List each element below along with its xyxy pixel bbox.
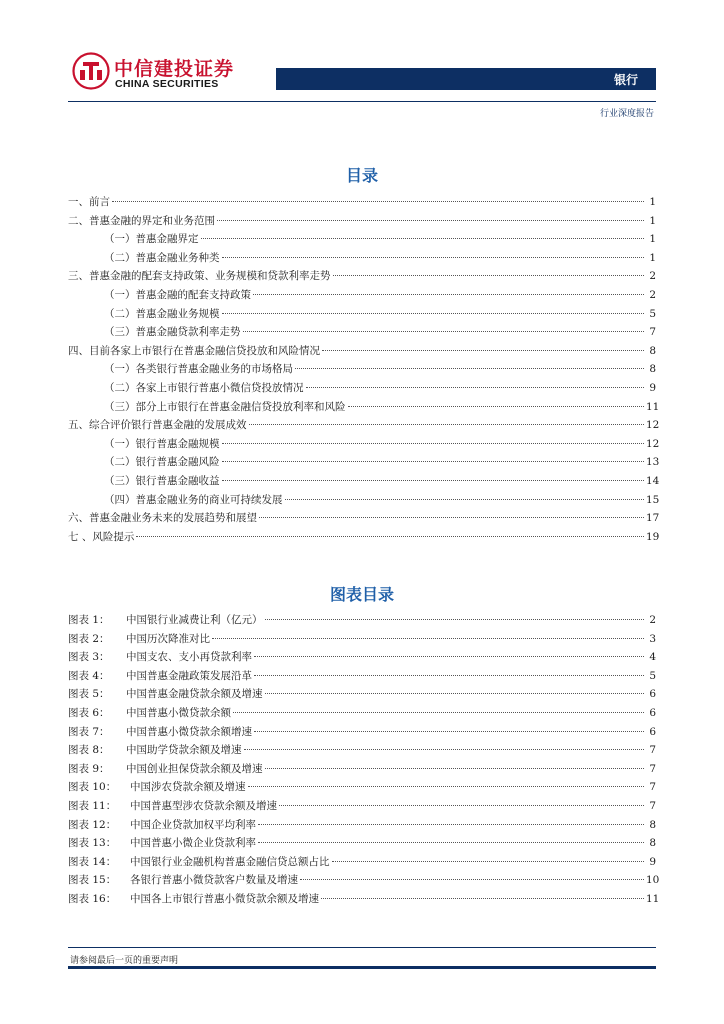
figure-number: 图表 12：: [68, 818, 117, 831]
figure-entry[interactable]: [68, 798, 656, 817]
toc-entry-label: （一）各类银行普惠金融业务的市场格局: [104, 363, 293, 376]
toc-entry-page: 2: [649, 288, 656, 301]
figure-number: 图表 8：: [68, 744, 110, 757]
figure-label: 中国银行业减费让利（亿元）: [126, 614, 263, 626]
figure-entry[interactable]: [68, 724, 656, 743]
toc-entry[interactable]: [68, 399, 660, 418]
toc-entry[interactable]: [68, 194, 656, 213]
figure-entry[interactable]: [68, 872, 660, 891]
toc-leader-dots: [258, 842, 644, 843]
toc-entry-page: 5: [649, 307, 656, 320]
figure-label: 中国涉农贷款余额及增速: [130, 781, 246, 794]
figure-page: 4: [649, 651, 656, 664]
toc-title: 目录: [345, 166, 378, 185]
figure-page: 2: [649, 614, 656, 626]
citic-logo-icon: [72, 52, 110, 90]
figure-label: 中国支农、支小再贷款利率: [126, 651, 252, 664]
figure-number: 图表 2：: [68, 632, 110, 645]
toc-entry-label: 七 、风险提示: [68, 530, 135, 543]
toc-entry[interactable]: [68, 380, 656, 399]
toc-entry-page: 8: [649, 363, 656, 376]
toc-leader-dots: [254, 675, 644, 676]
toc-entry-page: 7: [649, 326, 656, 339]
figure-page: 6: [649, 706, 656, 719]
figure-entry[interactable]: [68, 817, 656, 836]
figure-page: 10: [646, 874, 660, 887]
figure-label: 中国创业担保贷款余额及增速: [126, 762, 263, 775]
figure-entry[interactable]: [68, 742, 656, 761]
toc-leader-dots: [249, 424, 645, 425]
toc-entry-label: 二、普惠金融的界定和业务范围: [68, 214, 215, 227]
toc-entry-page: 17: [646, 512, 660, 525]
figure-label: 中国企业贷款加权平均利率: [130, 818, 256, 831]
figure-label: 中国普惠小微贷款余额增速: [126, 725, 252, 738]
figure-entry[interactable]: [68, 891, 660, 910]
logo-chinese-name: 中信建投证券: [114, 58, 235, 80]
toc-entry[interactable]: [68, 287, 656, 306]
figure-number: 图表 1：: [68, 614, 110, 626]
figure-number: 图表 4：: [68, 669, 110, 682]
toc-leader-dots: [248, 786, 645, 787]
logo-english-name: CHINA SECURITIES: [115, 78, 219, 90]
figure-number: 图表 7：: [68, 725, 110, 738]
figure-label: 中国普惠型涉农贷款余额及增速: [130, 799, 277, 812]
toc-entry-label: （三）普惠金融贷款利率走势: [104, 326, 241, 339]
figure-number: 图表 5：: [68, 688, 110, 701]
toc-leader-dots: [348, 406, 645, 407]
toc-leader-dots: [332, 861, 645, 862]
toc-entry-label: （一）普惠金融界定: [104, 233, 199, 246]
figure-label: 中国普惠小微贷款余额: [126, 706, 231, 719]
toc-entry[interactable]: [68, 454, 660, 473]
figure-label: 中国历次降准对比: [126, 632, 210, 645]
toc-entry-page: 19: [646, 530, 660, 543]
figure-number: 图表 6：: [68, 706, 110, 719]
figure-entry[interactable]: [68, 686, 656, 705]
figure-page: 8: [649, 818, 656, 831]
toc-entry-label: （一）银行普惠金融规模: [104, 437, 220, 450]
toc-entry-label: （四）普惠金融业务的商业可持续发展: [104, 493, 283, 506]
figure-page: 6: [649, 725, 656, 738]
footer-divider: [68, 947, 656, 948]
footer-bar: [68, 966, 656, 969]
toc-entry-label: 一、前言: [68, 196, 110, 208]
toc-leader-dots: [259, 517, 644, 518]
toc-entry-label: 六、普惠金融业务未来的发展趋势和展望: [68, 512, 257, 525]
figure-entry[interactable]: [68, 779, 656, 798]
sector-label: 银行: [613, 73, 638, 87]
company-logo: [72, 52, 235, 96]
toc-leader-dots: [222, 257, 645, 258]
toc-entry[interactable]: [68, 473, 660, 492]
toc-entry-page: 1: [649, 233, 656, 246]
figure-label: 各银行普惠小微贷款客户数量及增速: [130, 874, 298, 887]
toc-leader-dots: [254, 731, 644, 732]
toc-entry-page: 11: [646, 400, 660, 413]
toc-entry-page: 12: [646, 437, 660, 450]
sector-banner: [276, 68, 656, 90]
toc-leader-dots: [300, 879, 644, 880]
report-type: 行业深度报告: [599, 109, 654, 119]
figures-title: 图表目录: [329, 585, 394, 604]
figure-number: 图表 9：: [68, 762, 110, 775]
figure-number: 图表 16：: [68, 892, 117, 905]
toc-entry[interactable]: [68, 510, 660, 529]
figure-page: 8: [649, 837, 656, 850]
toc-leader-dots: [333, 275, 645, 276]
figure-entry[interactable]: [68, 631, 656, 650]
toc-leader-dots: [265, 619, 645, 620]
figure-label: 中国银行业金融机构普惠金融信贷总额占比: [130, 855, 330, 868]
toc-leader-dots: [222, 480, 645, 481]
toc-entry[interactable]: [68, 231, 656, 250]
toc-entry-page: 15: [646, 493, 660, 506]
toc-entry[interactable]: [68, 268, 656, 287]
toc-entry[interactable]: [68, 529, 660, 548]
toc-leader-dots: [254, 656, 644, 657]
toc-list: [68, 194, 660, 547]
figure-number: 图表 10：: [68, 781, 117, 794]
toc-entry-label: （三）银行普惠金融收益: [104, 474, 220, 487]
toc-leader-dots: [306, 387, 645, 388]
toc-entry-label: （二）银行普惠金融风险: [104, 456, 220, 469]
toc-entry-label: （二）普惠金融业务规模: [104, 307, 220, 320]
toc-entry[interactable]: [68, 324, 656, 343]
toc-leader-dots: [244, 749, 645, 750]
page-header: [0, 0, 724, 130]
toc-leader-dots: [265, 768, 645, 769]
toc-entry-page: 14: [646, 474, 660, 487]
toc-entry-page: 1: [649, 214, 656, 227]
toc-entry[interactable]: [68, 361, 656, 380]
toc-entry-label: （二）各家上市银行普惠小微信贷投放情况: [104, 381, 304, 394]
figures-list: [68, 612, 660, 910]
header-divider: [68, 101, 656, 102]
figure-entry[interactable]: [68, 649, 656, 668]
figure-label: 中国普惠金融贷款余额及增速: [126, 688, 263, 701]
figure-number: 图表 14：: [68, 855, 117, 868]
figure-page: 7: [649, 744, 656, 757]
toc-leader-dots: [322, 350, 644, 351]
figure-page: 6: [649, 688, 656, 701]
toc-leader-dots: [321, 898, 644, 899]
toc-leader-dots: [279, 805, 644, 806]
figure-entry[interactable]: [68, 612, 656, 631]
figure-entry[interactable]: [68, 705, 656, 724]
figure-page: 7: [649, 781, 656, 794]
figure-page: 7: [649, 762, 656, 775]
toc-leader-dots: [222, 443, 645, 444]
toc-entry-page: 1: [649, 196, 656, 208]
toc-entry-page: 9: [649, 381, 656, 394]
toc-entry[interactable]: [68, 417, 660, 436]
figure-label: 中国各上市银行普惠小微贷款余额及增速: [130, 892, 319, 905]
toc-entry-label: （一）普惠金融的配套支持政策: [104, 288, 251, 301]
toc-leader-dots: [201, 238, 645, 239]
figure-page: 3: [649, 632, 656, 645]
toc-leader-dots: [295, 368, 644, 369]
toc-leader-dots: [222, 461, 645, 462]
figure-entry[interactable]: [68, 854, 656, 873]
toc-entry-label: 四、目前各家上市银行在普惠金融信贷投放和风险情况: [68, 344, 320, 357]
footer-disclaimer: 请参阅最后一页的重要声明: [70, 956, 179, 966]
figure-number: 图表 11：: [68, 799, 117, 812]
toc-entry-label: （三）部分上市银行在普惠金融信贷投放利率和风险: [104, 400, 346, 413]
toc-leader-dots: [222, 313, 645, 314]
toc-leader-dots: [265, 693, 645, 694]
toc-entry-page: 2: [649, 270, 656, 283]
figure-number: 图表 15：: [68, 874, 117, 887]
toc-entry[interactable]: [68, 343, 656, 362]
toc-leader-dots: [212, 638, 644, 639]
toc-entry[interactable]: [68, 213, 656, 232]
figure-label: 中国普惠小微企业贷款利率: [130, 837, 256, 850]
figure-page: 9: [649, 855, 656, 868]
toc-entry-label: 三、普惠金融的配套支持政策、业务规模和贷款利率走势: [68, 270, 331, 283]
figure-page: 11: [646, 892, 660, 905]
toc-entry-page: 13: [646, 456, 660, 469]
toc-leader-dots: [112, 201, 644, 202]
toc-leader-dots: [217, 220, 644, 221]
toc-leader-dots: [285, 499, 645, 500]
figure-label: 中国助学贷款余额及增速: [126, 744, 242, 757]
toc-leader-dots: [253, 294, 644, 295]
figure-label: 中国普惠金融政策发展沿革: [126, 669, 252, 682]
figure-page: 5: [649, 669, 656, 682]
figure-entry[interactable]: [68, 835, 656, 854]
toc-leader-dots: [136, 536, 644, 537]
toc-leader-dots: [233, 712, 644, 713]
toc-entry-page: 8: [649, 344, 656, 357]
toc-entry[interactable]: [68, 306, 656, 325]
figure-entry[interactable]: [68, 668, 656, 687]
figure-page: 7: [649, 799, 656, 812]
toc-entry[interactable]: [68, 436, 660, 455]
toc-entry-label: 五、综合评价银行普惠金融的发展成效: [68, 419, 247, 432]
toc-entry[interactable]: [68, 250, 656, 269]
toc-entry[interactable]: [68, 492, 660, 511]
toc-entry-label: （二）普惠金融业务种类: [104, 251, 220, 264]
figure-number: 图表 3：: [68, 651, 110, 664]
toc-entry-page: 12: [646, 419, 660, 432]
toc-leader-dots: [243, 331, 645, 332]
figure-number: 图表 13：: [68, 837, 117, 850]
toc-leader-dots: [258, 824, 644, 825]
figure-entry[interactable]: [68, 761, 656, 780]
toc-entry-page: 1: [649, 251, 656, 264]
